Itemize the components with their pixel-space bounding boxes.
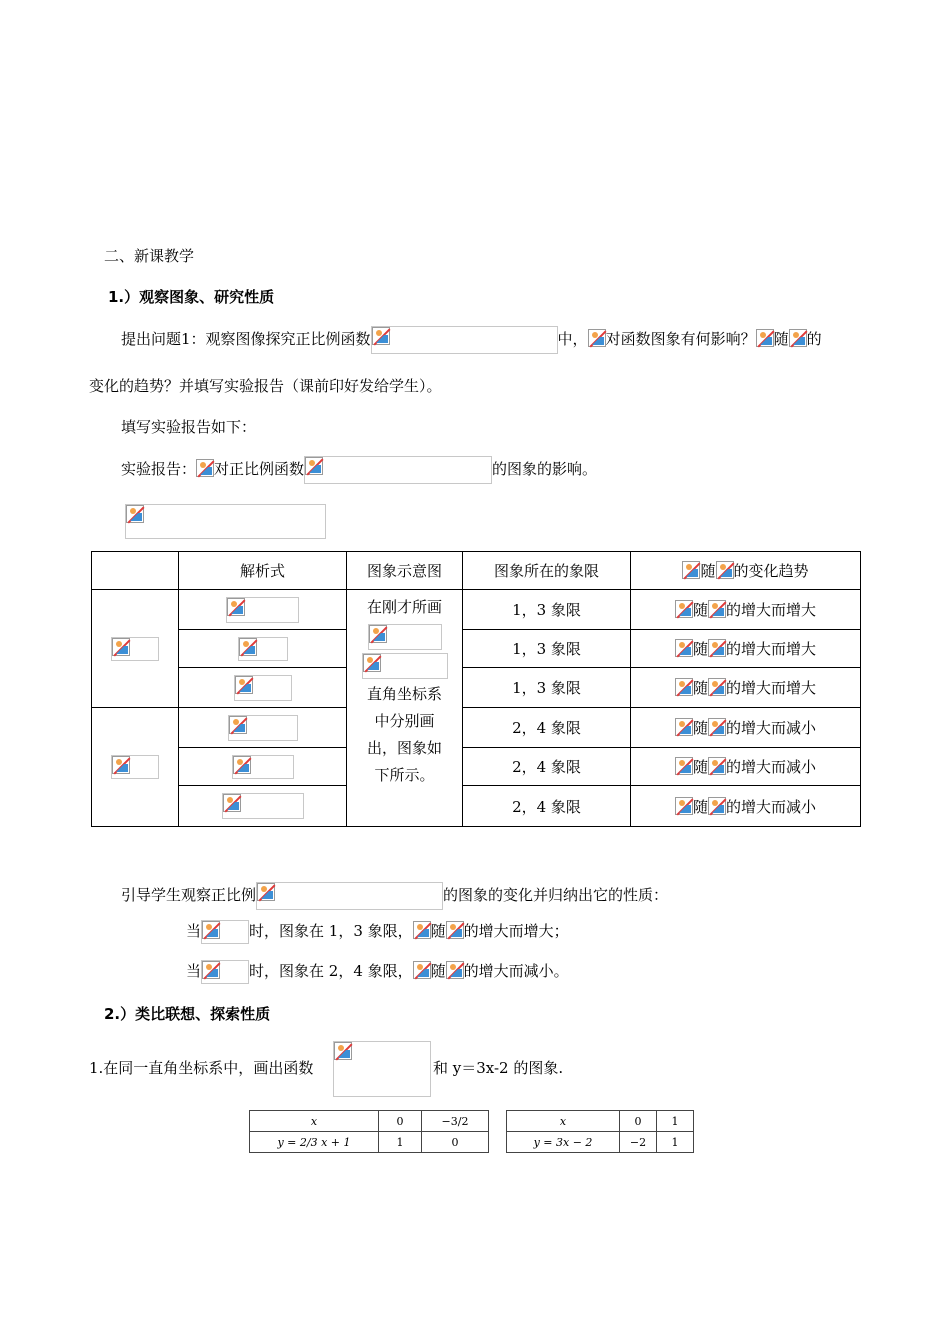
question1-text-c: 对函数图象有何影响？ — [605, 330, 756, 348]
figure-note: 下所示。 — [374, 766, 435, 784]
quadrant-cell: 2，4 象限 — [463, 708, 631, 748]
broken-image-icon — [708, 639, 726, 657]
broken-image-icon — [708, 718, 726, 736]
broken-image-icon — [112, 756, 130, 774]
quadrant-cell: 1，3 象限 — [463, 630, 631, 668]
inline-text: 的增大而增大； — [463, 922, 569, 940]
formula-cell — [179, 786, 347, 827]
figure-image — [362, 653, 448, 679]
broken-image-icon — [708, 757, 726, 775]
broken-image-icon — [229, 716, 247, 734]
table-cell: −3/2 — [422, 1111, 489, 1132]
inline-text: 的增大而增大 — [726, 601, 817, 619]
trend-cell — [631, 786, 861, 827]
broken-slash — [224, 796, 241, 813]
broken-image-icon — [716, 561, 734, 579]
inline-text: 的增大而增大 — [726, 640, 817, 658]
broken-image-icon — [675, 678, 693, 696]
broken-image-icon — [675, 757, 693, 775]
figure-image — [368, 624, 442, 650]
broken-image-icon — [235, 676, 253, 694]
guide-text-b: 的图象的变化并归纳出它的性质： — [443, 886, 669, 904]
broken-image-icon — [126, 505, 144, 523]
trend-cell — [631, 630, 861, 668]
inline-text: 当 — [186, 922, 202, 940]
inline-text: 的增大而减小 — [726, 719, 817, 737]
exercise-text-b: 和 y＝3x-2 的图象. — [433, 1059, 564, 1077]
inline-text: 随 — [692, 640, 708, 658]
question1-text-d: 随 — [773, 330, 789, 348]
broken-image-icon — [413, 921, 431, 939]
broken-slash — [710, 602, 727, 619]
k-negative-cell — [92, 708, 179, 827]
broken-image-icon — [372, 327, 390, 345]
broken-image-icon — [682, 561, 700, 579]
report-figure-image — [125, 504, 326, 539]
broken-image-icon — [112, 638, 130, 656]
inline-text: 随 — [692, 601, 708, 619]
table-row — [92, 668, 861, 708]
broken-slash — [114, 639, 131, 656]
table-header-formula: 解析式 — [179, 552, 347, 590]
broken-slash — [717, 563, 734, 580]
formula-image — [371, 326, 558, 354]
table-cell: x — [507, 1111, 620, 1132]
table-cell: 1 — [379, 1132, 422, 1153]
broken-slash — [676, 680, 693, 697]
table-row — [92, 630, 861, 668]
inline-text: 的增大而减小 — [726, 758, 817, 776]
broken-image-icon — [202, 961, 220, 979]
broken-image-icon — [196, 459, 214, 477]
broken-image-icon — [756, 329, 774, 347]
inline-text: 随 — [430, 962, 446, 980]
broken-slash — [229, 599, 246, 616]
broken-slash — [684, 563, 701, 580]
broken-image-icon — [789, 329, 807, 347]
inline-text: 时，图象在 1，3 象限， — [249, 922, 413, 940]
broken-slash — [676, 720, 693, 737]
formula-cell — [179, 630, 347, 668]
broken-slash — [710, 680, 727, 697]
broken-image-icon — [227, 598, 245, 616]
report-table — [91, 551, 861, 827]
broken-slash — [710, 759, 727, 776]
inline-text: 随 — [692, 797, 708, 816]
broken-image-icon — [369, 625, 387, 643]
broken-slash — [589, 331, 606, 348]
inline-text: 的变化趋势 — [733, 562, 809, 580]
quadrant-cell: 2，4 象限 — [463, 786, 631, 827]
broken-image-icon — [257, 883, 275, 901]
table-header-figure: 图象示意图 — [347, 552, 463, 590]
figure-cell — [347, 590, 463, 827]
broken-slash — [307, 459, 324, 476]
table-cell: 0 — [620, 1111, 657, 1132]
broken-slash — [240, 639, 257, 656]
broken-image-icon — [708, 600, 726, 618]
property-2 — [186, 960, 569, 984]
formula-cell — [179, 668, 347, 708]
broken-image-icon — [446, 921, 464, 939]
report-text-b: 对正比例函数 — [214, 460, 305, 478]
broken-slash — [676, 798, 693, 815]
inline-text: 的增大而增大 — [726, 679, 817, 697]
broken-slash — [447, 963, 464, 980]
figure-note: 中分别画 — [374, 712, 435, 730]
broken-slash — [710, 798, 727, 815]
trend-cell — [631, 708, 861, 748]
broken-image-icon — [708, 678, 726, 696]
part1-heading: 1.）观察图象、研究性质 — [108, 288, 275, 306]
broken-slash — [790, 331, 807, 348]
inline-text: 的增大而减小 — [726, 797, 817, 816]
broken-image-icon — [363, 654, 381, 672]
broken-slash — [447, 923, 464, 940]
broken-image-icon — [708, 797, 726, 815]
broken-slash — [757, 331, 774, 348]
broken-image-icon — [202, 921, 220, 939]
broken-slash — [710, 641, 727, 658]
broken-image-icon — [223, 794, 241, 812]
broken-image-icon — [675, 600, 693, 618]
broken-image-icon — [675, 797, 693, 815]
broken-image-icon — [446, 961, 464, 979]
broken-image-icon — [239, 638, 257, 656]
question1-line1 — [121, 326, 822, 354]
broken-slash — [204, 923, 221, 940]
table-cell: 0 — [422, 1132, 489, 1153]
formula-image — [256, 882, 443, 910]
broken-image-icon — [305, 457, 323, 475]
broken-slash — [414, 923, 431, 940]
inline-text: 随 — [692, 679, 708, 697]
table-row — [92, 708, 861, 748]
broken-slash — [676, 602, 693, 619]
table-row — [92, 590, 861, 630]
inline-text: 当 — [186, 962, 202, 980]
table-cell: 1 — [657, 1132, 694, 1153]
broken-image-icon — [334, 1042, 352, 1060]
broken-slash — [204, 963, 221, 980]
table-row — [92, 786, 861, 827]
broken-slash — [128, 507, 145, 524]
section-heading: 二、新课教学 — [104, 247, 195, 265]
property-1 — [186, 920, 569, 944]
figure-note: 在刚才所画 — [366, 598, 442, 616]
broken-slash — [364, 656, 381, 673]
table-cell: −2 — [620, 1132, 657, 1153]
fill-report-text: 填写实验报告如下： — [121, 418, 257, 436]
broken-slash — [414, 963, 431, 980]
broken-image-icon — [413, 961, 431, 979]
broken-slash — [114, 758, 131, 775]
broken-slash — [710, 720, 727, 737]
quadrant-cell: 2，4 象限 — [463, 748, 631, 786]
broken-image-icon — [588, 329, 606, 347]
formula-cell — [179, 748, 347, 786]
broken-slash — [373, 329, 390, 346]
figure-note: 直角坐标系 — [366, 685, 442, 703]
trend-cell — [631, 668, 861, 708]
broken-slash — [230, 717, 247, 734]
value-table-2 — [506, 1110, 694, 1153]
trend-cell — [631, 748, 861, 786]
guide-text-a: 引导学生观察正比例 — [121, 886, 257, 904]
broken-slash — [336, 1044, 353, 1061]
exercise-text-a: 1.在同一直角坐标系中，画出函数 — [89, 1059, 314, 1077]
question1-text-b: 中， — [557, 330, 588, 348]
broken-image-icon — [233, 756, 251, 774]
inline-text: 时，图象在 2，4 象限， — [249, 962, 413, 980]
broken-image-icon — [675, 718, 693, 736]
function-image — [333, 1041, 431, 1097]
part2-heading: 2.）类比联想、探索性质 — [104, 1005, 271, 1023]
formula-cell — [179, 708, 347, 748]
inline-text: 的增大而减小。 — [463, 962, 569, 980]
inline-text: 随 — [692, 758, 708, 776]
formula-image — [304, 456, 492, 484]
condition-image — [201, 920, 249, 944]
table-cell: y = 2/3 x + 1 — [250, 1132, 379, 1153]
figure-note: 出，图象如 — [366, 739, 442, 757]
question1-text-a: 提出问题1：观察图像探究正比例函数 — [121, 330, 371, 348]
broken-image-icon — [675, 639, 693, 657]
formula-cell — [179, 590, 347, 630]
table-cell: 1 — [657, 1111, 694, 1132]
table-cell: y = 3x − 2 — [507, 1132, 620, 1153]
table-header-trend — [631, 552, 861, 590]
quadrant-cell: 1，3 象限 — [463, 668, 631, 708]
broken-slash — [198, 461, 215, 478]
value-table-1 — [249, 1110, 489, 1153]
guide-line — [121, 882, 668, 910]
k-positive-cell — [92, 590, 179, 708]
inline-text: 随 — [692, 719, 708, 737]
report-line — [121, 456, 597, 484]
question1-line2: 变化的趋势？并填写实验报告（课前印好发给学生）。 — [89, 377, 442, 395]
broken-slash — [234, 757, 251, 774]
table-header-empty — [92, 552, 179, 590]
table-cell: 0 — [379, 1111, 422, 1132]
report-text-a: 实验报告： — [121, 460, 197, 478]
condition-image — [201, 960, 249, 984]
quadrant-cell: 1，3 象限 — [463, 590, 631, 630]
trend-cell — [631, 590, 861, 630]
broken-slash — [236, 677, 253, 694]
table-header-quadrant: 图象所在的象限 — [463, 552, 631, 590]
table-row — [92, 748, 861, 786]
broken-slash — [370, 627, 387, 644]
report-text-c: 的图象的影响。 — [492, 460, 598, 478]
broken-slash — [259, 885, 276, 902]
inline-text: 随 — [430, 922, 446, 940]
broken-slash — [676, 641, 693, 658]
broken-slash — [676, 759, 693, 776]
inline-text: 随 — [700, 562, 716, 580]
table-cell: x — [250, 1111, 379, 1132]
question1-text-e: 的 — [806, 330, 822, 348]
